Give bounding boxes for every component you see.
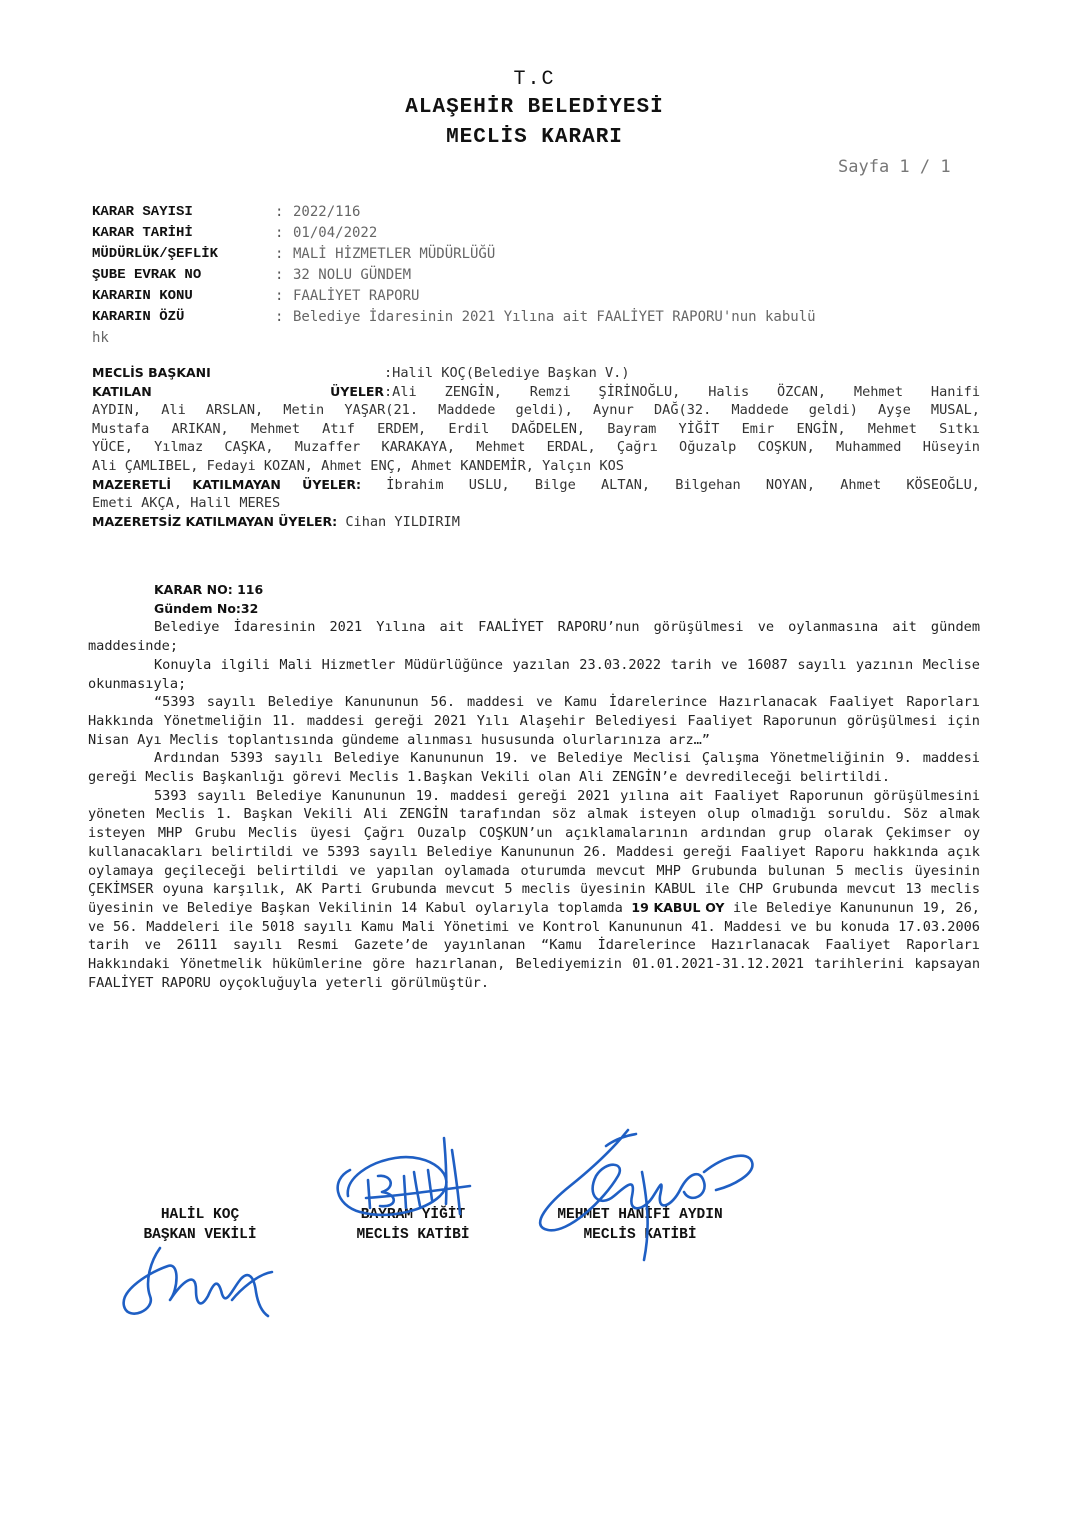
unexcused-line (92, 513, 980, 532)
meta-row: KARARIN ÖZÜ : Belediye İdaresinin 2021 Yılına ait FAALİYET RAPORU'nun kabulü (92, 307, 992, 328)
meta-row: MÜDÜRLÜK/ŞEFLİK : MALİ HİZMETLER MÜDÜRLÜĞÜ (92, 244, 992, 265)
meta-key: KARAR SAYISI (92, 204, 193, 220)
members-line: AYDIN, Ali ARSLAN, Metin YAŞAR(21. Maddede geldi), Aynur DAĞ(32. Maddede geldi) Ayşe MUSAL, (92, 402, 980, 419)
unexcused-label: MAZERETSİZ KATILMAYAN ÜYELER: (92, 513, 338, 529)
meta-key: ŞUBE EVRAK NO (92, 267, 202, 283)
paragraph: Belediye İdaresinin 2021 Yılına ait FAALİYET RAPORU’nun görüşülmesi ve oylanmasına ait gündem maddesinde; (88, 619, 980, 655)
decision-number: KARAR NO: 116 (154, 582, 264, 597)
vote-total: 19 KABUL OY (631, 899, 725, 915)
excused-line: Emeti AKÇA, Halil MERES (92, 495, 281, 512)
meta-value: 32 NOLU GÜNDEM (293, 267, 412, 283)
president-label: MECLİS BAŞKANI (92, 365, 211, 380)
page-number: Sayfa 1 / 1 (838, 157, 951, 177)
signature-block (520, 1205, 760, 1245)
excused-first: İbrahim USLU, Bilge ALTAN, Bilgehan NOYAN, Ahmet KÖSEOĞLU, (361, 476, 980, 493)
header-municipality: ALAŞEHİR BELEDİYESİ (405, 96, 664, 119)
attendance-section (92, 364, 980, 531)
signer-name: BAYRAM YİĞİT (360, 1207, 466, 1223)
signer-name: HALİL KOÇ (160, 1207, 240, 1223)
meta-row: KARAR TARİHİ : 01/04/2022 (92, 223, 992, 244)
excused-label: MAZERETLİ KATILMAYAN ÜYELER: (92, 476, 362, 492)
paragraph: 5393 sayılı Belediye Kanununun 19. maddesi gereği 2021 yılına ait Faaliyet Raporunun görüşülmesini yöneten Meclis 1. Başkan Vekili Ali ZENGİN tarafından söz almak isteyen olup olmadığı soruldu. Söz almak isteyen MHP Grubu Meclis üyesi Çağrı Ouzalp COŞKUN’un açıklamalarının ardından grup olarak Çekimser oy kullanacakları belirtildi ve 5393 sayılı Belediye Kanununun 26. Maddesi gereği Faaliyet Raporu hakkında açık oylamaya geçileceği belirtildi ve yapılan oylamada oturumda mevcut MHP Grubunda bulunan 5 meclis üyesinin ÇEKİMSER oyuna karşılık, AK Parti Grubunda mevcut 5 meclis üyesinin KABUL ile CHP Grubunda mevcut 13 meclis üyesinin ve Belediye Başkan Vekilinin 14 Kabul oylarıyla toplamda 19 KABUL OY ile Belediye Kanununun 19, 26, ve 56. Maddeleri ile 5018 sayılı Kamu Mali Yönetimi ve Kontrol Kanununun 41. Maddesi ve bu konuda 17.03.2006 tarih ve 26111 sayılı Resmi Gazete’de yayınlanan “Kamu İdarelerince Hazırlanacak Faaliyet Raporları Hakkındaki Yönetmelik hükümlerine göre hazırlanan, Belediyemizin 01.01.2021-31.12.2021 tarihlerini kapsayan FAALİYET RAPORU oyçokluğuyla yeterli görülmüştür. (88, 787, 980, 991)
decision-body (88, 581, 980, 992)
meta-key: KARARIN ÖZÜ (92, 309, 185, 325)
meta-value: FAALİYET RAPORU (293, 288, 420, 304)
signer-title: MECLİS KATİBİ (356, 1227, 470, 1243)
members-line (92, 383, 980, 402)
meta-value: MALİ HİZMETLER MÜDÜRLÜĞÜ (293, 246, 496, 262)
meta-row: KARAR SAYISI : 2022/116 (92, 202, 992, 223)
signer-title: MECLİS KATİBİ (583, 1227, 697, 1243)
members-first: :Ali ZENGİN, Remzi ŞİRİNOĞLU, Halis ÖZCAN, Mehmet Hanifi (384, 383, 980, 400)
meta-value: Belediye İdaresinin 2021 Yılına ait FAALİYET RAPORU'nun kabulü (293, 309, 816, 325)
meta-key: KARARIN KONU (92, 288, 193, 304)
decision-metadata (92, 202, 992, 349)
members-line: YÜCE, Yılmaz CAŞKA, Muzaffer KARAKAYA, Mehmet ERDAL, Çağrı Oğuzalp COŞKUN, Muhammed Hüseyin (92, 439, 980, 456)
signer-title: BAŞKAN VEKİLİ (143, 1227, 257, 1243)
paragraph: Konuyla ilgili Mali Hizmetler Müdürlüğünce yazılan 23.03.2022 tarih ve 16087 sayılı yazının Meclise okunmasıyla; (88, 656, 980, 692)
president-value: :Halil KOÇ(Belediye Başkan V.) (384, 365, 630, 381)
excused-line (92, 476, 980, 495)
members-line: Ali ÇAMLIBEL, Fedayi KOZAN, Ahmet ENÇ, Ahmet KANDEMİR, Yalçın KOS (92, 457, 624, 474)
meta-key: MÜDÜRLÜK/ŞEFLİK (92, 246, 219, 262)
meta-row: ŞUBE EVRAK NO : 32 NOLU GÜNDEM (92, 265, 992, 286)
signer-name: MEHMET HANİFİ AYDIN (557, 1207, 723, 1223)
header-tc: T.C (513, 68, 556, 91)
header-title: MECLİS KARARI (446, 126, 623, 149)
meta-key: KARAR TARİHİ (92, 225, 193, 241)
agenda-number: Gündem No:32 (154, 600, 259, 616)
paragraph: Ardından 5393 sayılı Belediye Kanununun 19. ve Belediye Meclisi Çalışma Yönetmeliğinin 9. maddesi gereği Meclis Başkanlığı görevi Meclis 1.Başkan Vekili olan Ali ZENGİN’e devredileceği belirtildi. (88, 750, 980, 786)
meta-continuation: hk (92, 330, 109, 346)
signature-block (318, 1205, 508, 1245)
meta-row: KARARIN KONU : FAALİYET RAPORU (92, 286, 992, 307)
members-line: Mustafa ARIKAN, Mehmet Atıf ERDEM, Erdil DAĞDELEN, Bayram YİĞİT Emir ENGİN, Mehmet Sıtkı (92, 420, 980, 437)
meta-value: 2022/116 (293, 204, 361, 220)
president-line (92, 364, 980, 383)
unexcused-value: Cihan YILDIRIM (337, 513, 460, 530)
signature-block (110, 1205, 290, 1245)
paragraph: “5393 sayılı Belediye Kanununun 56. maddesi ve Kamu İdarelerince Hazırlanacak Faaliyet Raporları Hakkında Yönetmeliğin 11. maddesi gereği 2021 Yılı Alaşehir Belediyesi Faaliyet Raporunun görüşülmesi için Nisan Ayı Meclis toplantısında gündeme alınması hususunda olurlarınıza arz…” (88, 694, 980, 748)
members-label: KATILAN ÜYELER (92, 383, 384, 399)
meta-value: 01/04/2022 (293, 225, 378, 241)
signature-bayram-yigit (338, 1138, 470, 1215)
signature-halil-koc (124, 1248, 272, 1316)
